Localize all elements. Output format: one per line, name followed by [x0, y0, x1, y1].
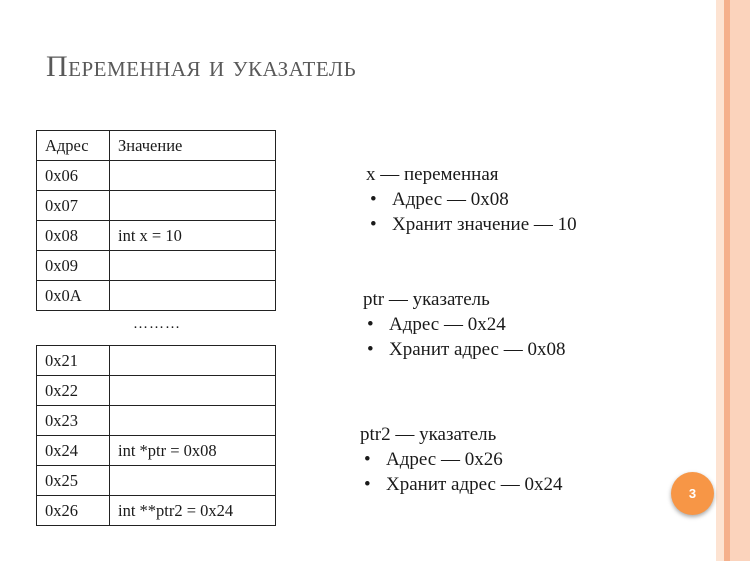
cell-value: [110, 161, 276, 191]
table-row: [37, 466, 276, 496]
list-item-text: Адрес — 0x08: [392, 189, 509, 210]
info-block-x: [366, 162, 577, 237]
info-heading: ptr2 — указатель: [360, 424, 497, 445]
list-item: [360, 472, 562, 497]
cell-value: [110, 466, 276, 496]
list-item: [366, 212, 577, 237]
stripe-light: [716, 0, 724, 561]
list-item: [360, 447, 562, 472]
list-item-text: Хранит адрес — 0x24: [386, 474, 563, 495]
list-item-text: Хранит значение — 10: [392, 214, 577, 235]
list-item: [366, 187, 577, 212]
cell-value: int *ptr = 0x08: [110, 436, 276, 466]
table-row: [37, 251, 276, 281]
table-header-row: [37, 131, 276, 161]
table-row: [37, 496, 276, 526]
memory-table-top: [36, 130, 276, 311]
table-row: [37, 436, 276, 466]
table-row: [37, 161, 276, 191]
bullet-icon: •: [364, 449, 371, 470]
info-block-ptr: [363, 287, 565, 362]
bullet-icon: •: [367, 314, 374, 335]
list-item: [363, 312, 565, 337]
info-list: [363, 312, 565, 362]
cell-address: 0x22: [37, 376, 110, 406]
page-number-badge: 3: [671, 472, 714, 515]
slide-title: Переменная и указатель: [46, 50, 357, 83]
cell-address: 0x0A: [37, 281, 110, 311]
info-heading: x — переменная: [366, 164, 499, 185]
bullet-icon: •: [364, 474, 371, 495]
table-row: [37, 191, 276, 221]
cell-value: int **ptr2 = 0x24: [110, 496, 276, 526]
table-row: [37, 406, 276, 436]
cell-address: 0x26: [37, 496, 110, 526]
table-row: [37, 376, 276, 406]
table-row: [37, 221, 276, 251]
cell-value: [110, 281, 276, 311]
list-item-text: Адрес — 0x26: [386, 449, 503, 470]
list-item-text: Хранит адрес — 0x08: [389, 339, 566, 360]
info-heading: ptr — указатель: [363, 289, 490, 310]
cell-address: 0x09: [37, 251, 110, 281]
header-value: Значение: [110, 131, 276, 161]
decorative-side-stripes: [716, 0, 750, 561]
list-item-text: Адрес — 0x24: [389, 314, 506, 335]
cell-address: 0x24: [37, 436, 110, 466]
cell-address: 0x25: [37, 466, 110, 496]
info-list: [366, 187, 577, 237]
table-row: [37, 346, 276, 376]
cell-value: [110, 191, 276, 221]
cell-address: 0x06: [37, 161, 110, 191]
stripe-medium: [730, 0, 750, 561]
cell-address: 0x07: [37, 191, 110, 221]
cell-value: [110, 376, 276, 406]
cell-address: 0x23: [37, 406, 110, 436]
cell-address: 0x21: [37, 346, 110, 376]
ellipsis-separator: ………: [133, 316, 181, 332]
memory-table-bottom: [36, 345, 276, 526]
bullet-icon: •: [370, 189, 377, 210]
info-list: [360, 447, 562, 497]
bullet-icon: •: [367, 339, 374, 360]
list-item: [363, 337, 565, 362]
table-row: [37, 281, 276, 311]
cell-value: int x = 10: [110, 221, 276, 251]
info-block-ptr2: [360, 422, 562, 497]
cell-value: [110, 346, 276, 376]
header-address: Адрес: [37, 131, 110, 161]
cell-value: [110, 251, 276, 281]
bullet-icon: •: [370, 214, 377, 235]
cell-value: [110, 406, 276, 436]
cell-address: 0x08: [37, 221, 110, 251]
